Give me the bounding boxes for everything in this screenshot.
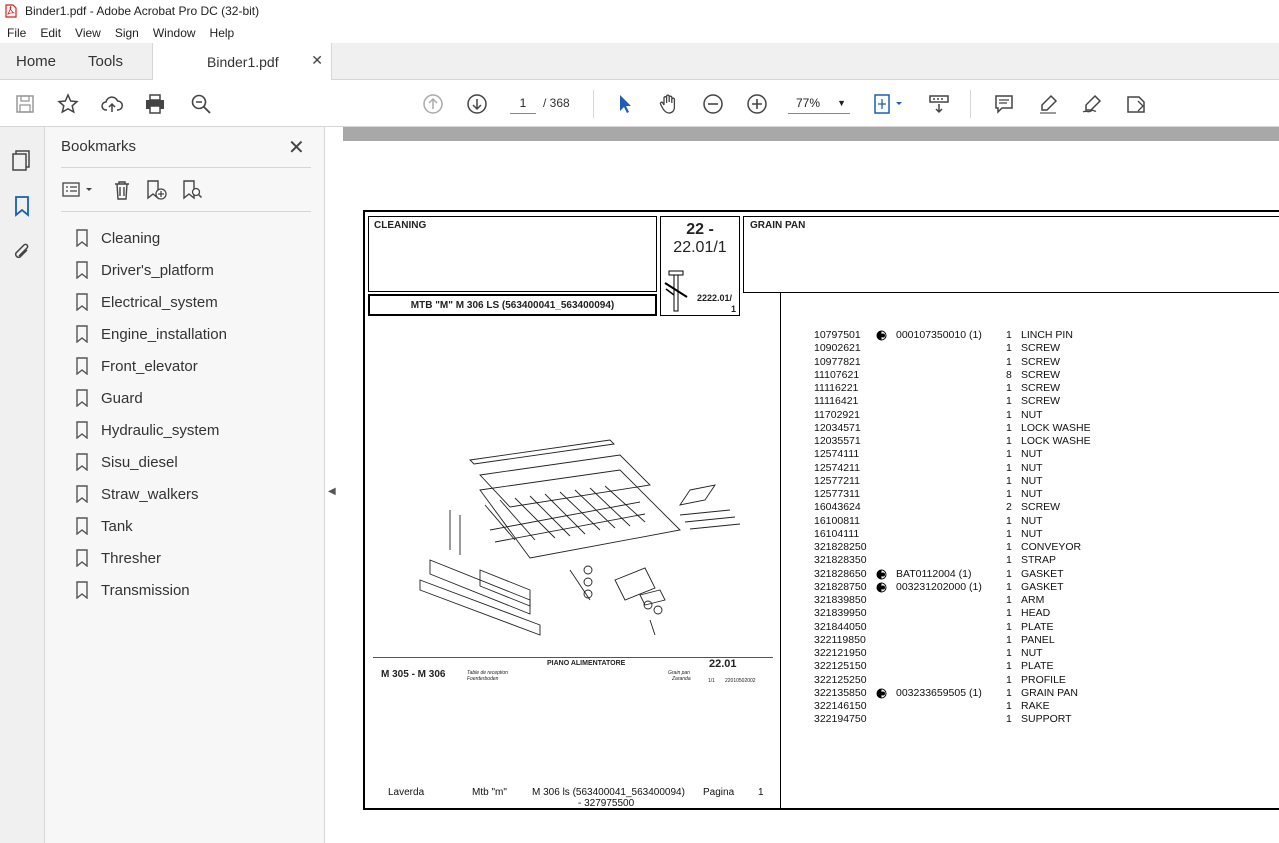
part-quantity: 1	[1006, 408, 1012, 421]
parts-row	[814, 448, 1214, 461]
bookmark-label: Cleaning	[101, 229, 161, 247]
parts-row	[814, 713, 1214, 726]
bookmark-item-sisu-diesel[interactable]	[75, 446, 227, 478]
parts-list	[814, 329, 1214, 727]
bookmark-label: Sisu_diesel	[101, 453, 178, 471]
part-code: 11116421	[814, 395, 859, 408]
drawing-number: 22.01	[709, 658, 737, 670]
part-description: SUPPORT	[1021, 713, 1072, 726]
part-quantity: 1	[1006, 686, 1012, 699]
parts-row	[814, 475, 1214, 488]
toolbar-divider	[970, 90, 971, 118]
parts-row	[814, 369, 1214, 382]
part-code: 322135850	[814, 686, 867, 699]
part-description: LOCK WASHE	[1021, 421, 1091, 434]
parts-row	[814, 541, 1214, 554]
bookmark-icon	[75, 229, 89, 247]
tab-document[interactable]	[152, 43, 332, 80]
part-description: SCREW	[1021, 368, 1061, 381]
parts-row	[814, 647, 1214, 660]
bookmark-label: Hydraulic_system	[101, 421, 220, 439]
part-description: PANEL	[1021, 633, 1055, 646]
part-quantity: 1	[1006, 554, 1012, 567]
part-quantity: 1	[1006, 620, 1012, 633]
part-quantity: 1	[1006, 488, 1012, 500]
parts-row	[814, 674, 1214, 687]
model-title: MTB "M" M 306 LS (563400041_563400094)	[410, 300, 615, 311]
part-description: NUT	[1021, 527, 1043, 540]
bookmark-item-transmission[interactable]	[75, 574, 227, 606]
part-code: 322119850	[814, 633, 866, 646]
bookmark-label: Thresher	[101, 549, 162, 567]
drawing-page: 1/1	[708, 678, 715, 684]
footer-series: Mtb "m"	[472, 787, 507, 798]
bookmark-icon	[75, 581, 89, 599]
part-description: NUT	[1021, 647, 1043, 659]
attachment-paperclip-icon[interactable]	[11, 241, 33, 263]
save-icon[interactable]	[13, 92, 37, 116]
column-divider	[780, 293, 781, 809]
part-code: 321828750	[814, 580, 867, 593]
close-tab-icon[interactable]: ✕	[311, 52, 323, 68]
part-code: 11116221	[814, 382, 859, 394]
part-code: 321828650	[814, 567, 867, 580]
star-icon[interactable]	[56, 92, 80, 116]
tab-home[interactable]: Home	[16, 53, 57, 70]
chevron-down-icon: ▼	[837, 98, 846, 108]
part-code: 11107621	[814, 368, 860, 381]
scroll-mode-icon[interactable]	[927, 92, 951, 116]
bookmark-icon	[75, 549, 89, 567]
part-description: HEAD	[1021, 607, 1051, 620]
part-quantity: 1	[1006, 647, 1012, 659]
part-description: STRAP	[1021, 554, 1057, 567]
footer-model-2: - 327975500	[578, 798, 635, 809]
acrobat-app-icon	[5, 4, 17, 18]
zoom-in-icon[interactable]	[745, 92, 769, 116]
fill-sign-icon[interactable]	[1124, 92, 1148, 116]
menu-sign[interactable]: Sign	[114, 25, 139, 40]
part-code: 322194750	[814, 713, 867, 726]
bookmark-item-thresher[interactable]	[75, 542, 227, 574]
parts-row	[814, 342, 1214, 355]
part-title: GRAIN PAN	[750, 220, 806, 231]
part-quantity: 1	[1006, 541, 1012, 553]
part-code: 12034571	[814, 421, 861, 434]
footer-page-label: Pagina	[703, 787, 735, 798]
part-description: SCREW	[1021, 501, 1061, 514]
part-description: GASKET	[1021, 580, 1064, 593]
part-ref-number: 003231202000 (1)	[896, 580, 982, 593]
panel-divider	[61, 167, 311, 168]
part-quantity: 1	[1006, 673, 1012, 686]
part-quantity: 1	[1006, 435, 1012, 447]
pin-part-icon	[663, 269, 691, 313]
part-description: PLATE	[1021, 620, 1054, 633]
part-quantity: 1	[1006, 474, 1012, 487]
panel-divider	[61, 211, 311, 212]
part-description: PROFILE	[1021, 673, 1066, 686]
window-title: Binder1.pdf - Adobe Acrobat Pro DC (32-bit)	[25, 4, 260, 18]
find-bookmark-icon[interactable]	[181, 179, 203, 201]
next-page-icon[interactable]	[465, 92, 489, 116]
exploded-drawing	[390, 430, 770, 650]
part-quantity: 1	[1006, 567, 1012, 580]
part-description: RAKE	[1021, 700, 1050, 712]
fit-page-icon[interactable]	[872, 92, 908, 116]
parts-row	[814, 462, 1214, 475]
part-code: 12577211	[814, 474, 860, 487]
part-description: LOCK WASHE	[1021, 435, 1091, 447]
menu-help[interactable]: Help	[209, 25, 235, 40]
group-box	[660, 216, 740, 316]
drawing-sub-2: Foerderboden	[467, 676, 499, 682]
page-total: / 368	[543, 96, 570, 110]
part-description: CONVEYOR	[1021, 541, 1082, 553]
add-bookmark-icon[interactable]	[145, 179, 167, 201]
bookmark-icon	[75, 325, 89, 343]
bookmark-item-electrical-system[interactable]	[75, 286, 227, 318]
bookmark-item-guard[interactable]	[75, 382, 227, 414]
part-description: SCREW	[1021, 342, 1061, 355]
part-quantity: 1	[1006, 527, 1012, 540]
part-quantity: 1	[1006, 355, 1012, 368]
bookmark-item-drivers-platform[interactable]	[75, 254, 227, 286]
upload-cloud-icon[interactable]	[100, 92, 124, 116]
draw-sign-icon[interactable]	[1080, 92, 1104, 116]
parts-row	[814, 607, 1214, 620]
part-title-box	[743, 216, 1279, 293]
parts-row	[814, 594, 1214, 607]
page-number-input[interactable]: 1	[510, 92, 536, 114]
part-code: 12577311	[814, 488, 860, 500]
hand-tool-icon[interactable]	[657, 92, 681, 116]
part-quantity: 1	[1006, 461, 1012, 474]
part-description: NUT	[1021, 488, 1043, 500]
parts-row	[814, 488, 1214, 501]
comment-icon[interactable]	[992, 92, 1016, 116]
bookmark-icon	[75, 421, 89, 439]
bookmark-label: Tank	[101, 517, 133, 535]
bookmark-list	[75, 222, 227, 606]
part-ref-number: 000107350010 (1)	[896, 329, 982, 341]
part-code: 10977821	[814, 355, 861, 368]
parts-row	[814, 435, 1214, 448]
part-quantity: 1	[1006, 329, 1012, 341]
part-code: 10902621	[814, 342, 861, 355]
zoom-level-dropdown[interactable]	[788, 92, 850, 114]
bookmark-icon	[75, 517, 89, 535]
parts-row	[814, 382, 1214, 395]
drawing-sub-3: Grain pan	[668, 670, 690, 676]
part-quantity: 8	[1006, 368, 1012, 381]
part-description: NUT	[1021, 474, 1043, 487]
close-panel-icon[interactable]: ✕	[288, 137, 305, 159]
part-description: GASKET	[1021, 567, 1064, 580]
parts-row	[814, 634, 1214, 647]
part-quantity: 1	[1006, 607, 1012, 620]
zoom-out-icon[interactable]	[701, 92, 725, 116]
parts-row	[814, 515, 1214, 528]
parts-row	[814, 528, 1214, 541]
menu-view[interactable]: View	[75, 25, 101, 40]
drawing-models: M 305 - M 306	[381, 669, 446, 680]
part-code: 321828250	[814, 541, 867, 553]
tab-tools[interactable]: Tools	[88, 53, 124, 70]
part-quantity: 1	[1006, 395, 1012, 408]
delete-bookmark-icon[interactable]	[111, 179, 133, 201]
parts-row	[814, 621, 1214, 634]
bookmark-label: Straw_walkers	[101, 485, 199, 503]
bookmark-icon	[75, 453, 89, 471]
part-description: NUT	[1021, 461, 1043, 474]
menu-file[interactable]: File	[7, 25, 27, 40]
part-description: LINCH PIN	[1021, 329, 1073, 341]
drawing-code: 22010502002	[725, 678, 756, 684]
bookmark-label: Driver's_platform	[101, 261, 214, 279]
part-description: NUT	[1021, 408, 1043, 421]
part-quantity: 2	[1006, 501, 1012, 514]
drawing-sub-4: Zaranda	[672, 676, 691, 682]
part-code: 16100811	[814, 514, 860, 527]
part-code: 12574211	[814, 461, 860, 474]
bookmark-label: Guard	[101, 389, 143, 407]
page-thumbnails-icon[interactable]	[11, 149, 33, 171]
menu-bar	[0, 22, 1279, 43]
part-code: 10797501	[814, 329, 861, 341]
bookmark-icon	[75, 389, 89, 407]
bookmark-label: Front_elevator	[101, 357, 198, 375]
drawing-title: PIANO ALIMENTATORE	[547, 660, 626, 667]
parts-row	[814, 700, 1214, 713]
part-code: 322125250	[814, 673, 867, 686]
bookmark-item-front-elevator[interactable]	[75, 350, 227, 382]
part-code: 11702921	[814, 408, 860, 421]
part-code: 16043624	[814, 501, 861, 514]
bookmarks-panel-title: Bookmarks	[61, 138, 137, 155]
bookmark-item-straw-walkers[interactable]	[75, 478, 227, 510]
bookmark-options-icon[interactable]	[61, 179, 97, 201]
bookmark-label: Electrical_system	[101, 293, 218, 311]
part-quantity: 1	[1006, 421, 1012, 434]
parts-row	[814, 687, 1214, 700]
part-description: GRAIN PAN	[1021, 686, 1078, 699]
bookmark-item-tank[interactable]	[75, 510, 227, 542]
part-code: 322125150	[814, 660, 867, 673]
group-number: 22 -	[686, 221, 714, 238]
part-description: SCREW	[1021, 382, 1061, 394]
section-box	[368, 216, 657, 292]
part-quantity: 1	[1006, 660, 1012, 673]
drawing-sub-1: Table de reception	[467, 670, 508, 676]
part-description: PLATE	[1021, 660, 1054, 673]
part-description: SCREW	[1021, 355, 1061, 368]
bookmark-icon	[75, 485, 89, 503]
part-quantity: 1	[1006, 713, 1012, 726]
section-title: CLEANING	[374, 220, 427, 231]
part-code: 321828350	[814, 554, 867, 567]
bookmark-icon	[75, 261, 89, 279]
bookmark-label: Engine_installation	[101, 325, 227, 343]
parts-row	[814, 581, 1214, 594]
tab-bar	[0, 43, 1279, 80]
page-gap-bar	[343, 127, 1279, 141]
part-code: 12574111	[814, 448, 860, 461]
parts-row	[814, 356, 1214, 369]
part-quantity: 1	[1006, 342, 1012, 355]
parts-row	[814, 395, 1214, 408]
footer-model: M 306 ls (563400041_563400094)	[532, 787, 685, 798]
zoom-level-value: 77%	[796, 96, 821, 110]
search-zoom-icon[interactable]	[189, 92, 213, 116]
part-ref-2: 1	[731, 304, 737, 314]
part-ref-number: BAT0112004 (1)	[896, 567, 972, 580]
menu-edit[interactable]: Edit	[40, 25, 62, 40]
parts-row	[814, 554, 1214, 567]
parts-row	[814, 660, 1214, 673]
part-description: NUT	[1021, 448, 1043, 461]
group-sub: 22.01/1	[673, 239, 727, 256]
bookmark-item-cleaning[interactable]	[75, 222, 227, 254]
parts-row	[814, 501, 1214, 514]
bookmark-item-hydraulic-system[interactable]	[75, 414, 227, 446]
part-code: 322121950	[814, 647, 867, 659]
part-description: SCREW	[1021, 395, 1061, 408]
toolbar-divider	[593, 90, 594, 118]
menu-window[interactable]: Window	[152, 25, 196, 40]
parts-row	[814, 422, 1214, 435]
previous-page-icon[interactable]	[421, 92, 445, 116]
parts-row	[814, 409, 1214, 422]
part-ref: 2222.01/	[697, 293, 733, 303]
part-code: 12035571	[814, 435, 861, 447]
part-quantity: 1	[1006, 700, 1012, 712]
part-quantity: 1	[1006, 580, 1012, 593]
model-box	[368, 294, 657, 316]
bookmark-item-engine-installation[interactable]	[75, 318, 227, 350]
tab-document-label: Binder1.pdf	[207, 54, 279, 70]
part-description: ARM	[1021, 594, 1045, 606]
bookmarks-panel	[45, 127, 325, 843]
part-quantity: 1	[1006, 448, 1012, 461]
bookmark-panel-icon[interactable]	[11, 195, 33, 217]
part-quantity: 1	[1006, 594, 1012, 606]
part-code: 16104111	[814, 527, 860, 540]
window-titlebar	[0, 0, 1279, 22]
part-code: 321844050	[814, 620, 867, 633]
part-code: 321839950	[814, 607, 867, 620]
highlight-pen-icon[interactable]	[1036, 92, 1060, 116]
bookmark-icon	[75, 293, 89, 311]
main-toolbar	[0, 80, 1279, 127]
left-navigation-rail	[0, 127, 45, 843]
footer-brand: Laverda	[388, 787, 425, 798]
print-icon[interactable]	[143, 92, 167, 116]
part-quantity: 1	[1006, 633, 1012, 646]
bookmark-icon	[75, 357, 89, 375]
parts-row	[814, 329, 1214, 342]
part-quantity: 1	[1006, 514, 1012, 527]
part-quantity: 1	[1006, 382, 1012, 394]
parts-row	[814, 568, 1214, 581]
part-code: 321839850	[814, 594, 867, 606]
part-description: NUT	[1021, 514, 1043, 527]
collapse-panel-icon[interactable]: ◀	[328, 486, 336, 497]
part-code: 322146150	[814, 700, 867, 712]
footer-page-number: 1	[758, 787, 764, 798]
part-ref-number: 003233659505 (1)	[896, 686, 982, 699]
bookmark-label: Transmission	[101, 581, 190, 599]
select-cursor-icon[interactable]	[613, 92, 637, 116]
